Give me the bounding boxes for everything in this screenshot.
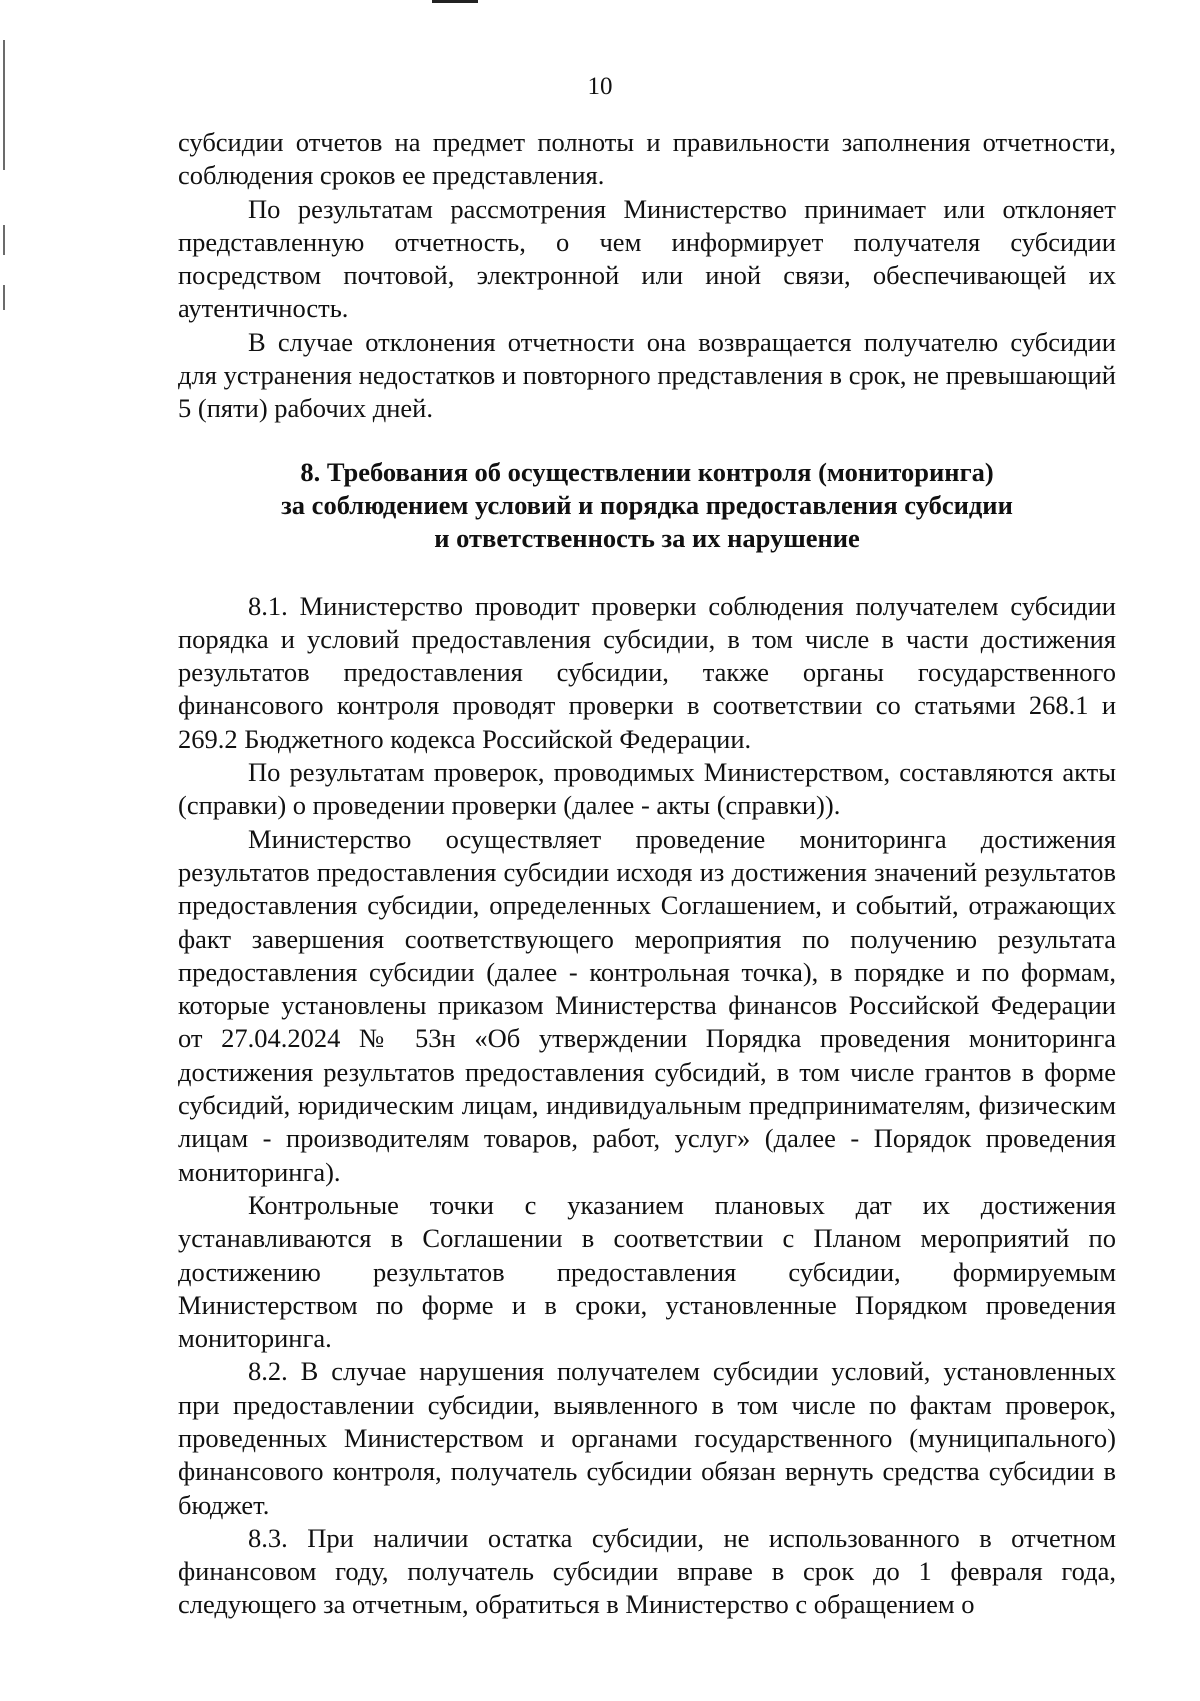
paragraph: 8.2. В случае нарушения получателем субсидии условий, установленных при предоставлении субсидии, выявленного в том числе по фактам проверок, проведенных Министерством и органами государственного (муниципального) финансового контроля, получатель субсидии обязан вернуть средства субсидии в бюджет. — [178, 1356, 1116, 1520]
section-heading — [178, 456, 1116, 556]
scan-edge-mark — [3, 40, 5, 170]
page-number: 10 — [587, 73, 613, 100]
paragraph: Министерство осуществляет проведение мониторинга достижения результатов предоставления субсидии исходя из достижения значений результатов предоставления субсидии, определенных Соглашением, и событий, отражающих факт завершения соответствующего мероприятия по получению результата предоставления субсидии (далее - контрольная точка), в порядке и по формам, которые установлены приказом Министерства финансов Российской Федерации от 27.04.2024 № 53н «Об утверждении Порядка проведения мониторинга достижения результатов предоставления субсидий, в том числе грантов в форме субсидий, юридическим лицам, индивидуальным предпринимателям, физическим лицам - производителям товаров, работ, услуг» (далее - Порядок проведения мониторинга). — [178, 823, 1116, 1187]
paragraph: Контрольные точки с указанием плановых дат их достижения устанавливаются в Соглашении в соответствии с Планом мероприятий по достижению результатов предоставления субсидии, формируемым Министерством по форме и в сроки, установленные Порядком проведения мониторинга. — [178, 1189, 1116, 1354]
section-heading-line: 8. Требования об осуществлении контроля (мониторинга) — [300, 456, 994, 487]
section-heading-line: и ответственность за их нарушение — [434, 523, 860, 554]
section-heading-line: за соблюдением условий и порядка предоставления субсидии — [281, 489, 1013, 520]
paragraph: субсидии отчетов на предмет полноты и правильности заполнения отчетности, соблюдения сроков ее представления. — [178, 127, 1116, 191]
paragraph: 8.1. Министерство проводит проверки соблюдения получателем субсидии порядка и условий предоставления субсидии, в том числе в части достижения результатов предоставления субсидии, также органы государственного финансового контроля проводят проверки в соответствии со статьями 268.1 и 269.2 Бюджетного кодекса Российской Федерации. — [178, 590, 1116, 754]
scan-edge-mark — [3, 225, 5, 255]
document-body — [178, 126, 1116, 1622]
paragraph: По результатам рассмотрения Министерство принимает или отклоняет представленную отчетность, о чем информирует получателя субсидии посредством почтовой, электронной или иной связи, обеспечивающей их аутентичность. — [178, 193, 1116, 324]
scan-top-mark — [432, 0, 478, 3]
paragraph: По результатам проверок, проводимых Министерством, составляются акты (справки) о проведении проверки (далее - акты (справки)). — [178, 757, 1116, 821]
paragraph: В случае отклонения отчетности она возвращается получателю субсидии для устранения недостатков и повторного представления в срок, не превышающий 5 (пяти) рабочих дней. — [178, 326, 1116, 424]
paragraph: 8.3. При наличии остатка субсидии, не использованного в отчетном финансовом году, получатель субсидии вправе в срок до 1 февраля года, следующего за отчетным, обратиться в Министерство с обращением о — [178, 1522, 1116, 1620]
scan-edge-mark — [3, 285, 5, 310]
